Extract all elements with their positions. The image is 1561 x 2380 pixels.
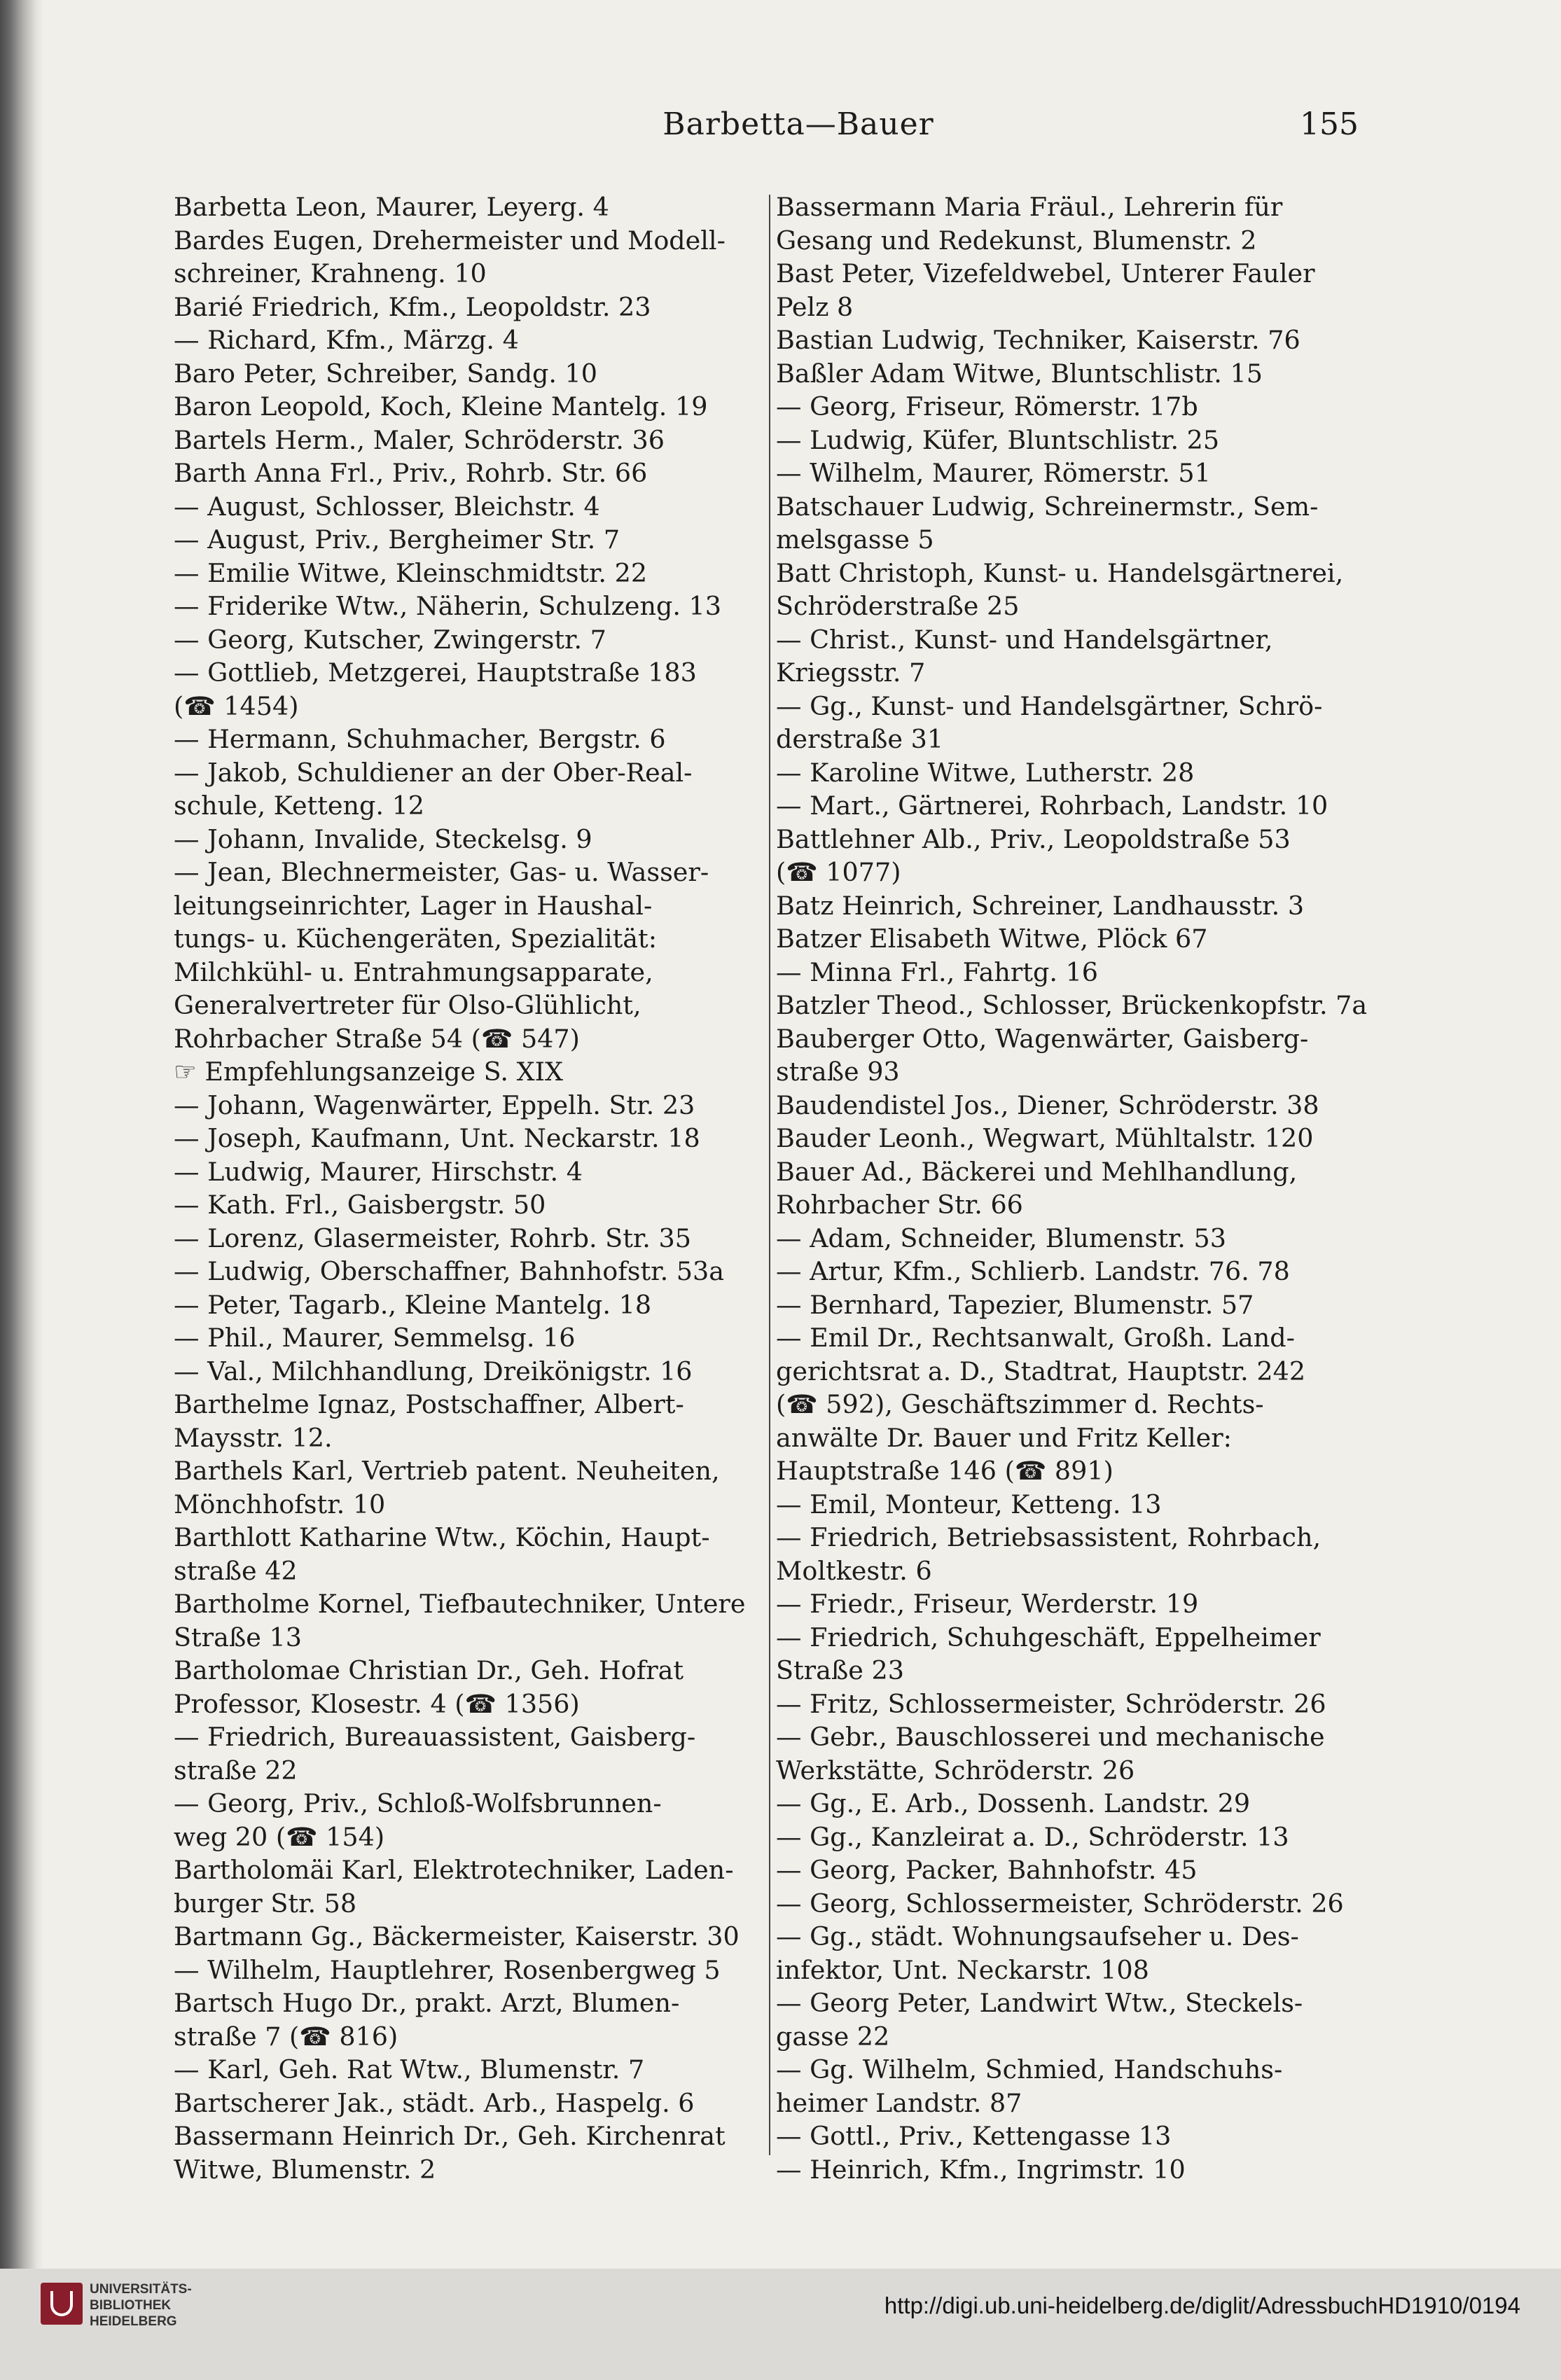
directory-entry-line: Batz Heinrich, Schreiner, Landhausstr. 3 [776,890,1305,921]
directory-entry-line: schreiner, Krahneng. 10 [174,258,487,288]
directory-entry-line: Straße 23 [776,1655,904,1685]
directory-entry-line: — Emil Dr., Rechtsanwalt, Großh. Land- [776,1323,1295,1353]
directory-entry-line: — Gg., Kanzleirat a. D., Schröderstr. 13 [776,1821,1289,1852]
column-divider [769,195,770,2155]
directory-entry-line: — Karoline Witwe, Lutherstr. 28 [776,757,1195,788]
directory-entry-line: anwälte Dr. Bauer und Fritz Keller: [776,1422,1232,1453]
directory-entry-line: Barthelme Ignaz, Postschaffner, Albert- [174,1389,684,1419]
directory-entry-line: — Hermann, Schuhmacher, Bergstr. 6 [174,724,666,754]
directory-entry-line: Barthlott Katharine Wtw., Köchin, Haupt- [174,1522,710,1552]
directory-entry-line: gasse 22 [776,2021,890,2052]
directory-entry-line: — Friderike Wtw., Näherin, Schulzeng. 13 [174,591,721,621]
directory-entry-line: — Karl, Geh. Rat Wtw., Blumenstr. 7 [174,2054,645,2085]
directory-entry-line: Witwe, Blumenstr. 2 [174,2154,436,2185]
directory-entry-line: Baßler Adam Witwe, Bluntschlistr. 15 [776,358,1263,389]
directory-entry-line: — Peter, Tagarb., Kleine Mantelg. 18 [174,1289,652,1320]
directory-entry-line: Barth Anna Frl., Priv., Rohrb. Str. 66 [174,458,648,488]
directory-entry-line: — Wilhelm, Hauptlehrer, Rosenbergweg 5 [174,1954,721,1985]
directory-entry-line: — Georg, Packer, Bahnhofstr. 45 [776,1855,1198,1885]
directory-entry-line: — Fritz, Schlossermeister, Schröderstr. 26 [776,1688,1326,1719]
directory-entry-line: — Gg. Wilhelm, Schmied, Handschuhs- [776,2054,1283,2085]
library-name-line: HEIDELBERG [90,2314,177,2329]
footer-band [0,2269,1561,2380]
directory-entry-line: — Joseph, Kaufmann, Unt. Neckarstr. 18 [174,1123,700,1153]
directory-entry-line: gerichtsrat a. D., Stadtrat, Hauptstr. 242 [776,1356,1306,1386]
directory-entry-line: Milchkühl- u. Entrahmungsapparate, [174,956,653,987]
directory-entry-line: — Wilhelm, Maurer, Römerstr. 51 [776,458,1211,488]
directory-entry-line: Bauer Ad., Bäckerei und Mehlhandlung, [776,1156,1298,1187]
directory-entry-line: Rohrbacher Str. 66 [776,1190,1023,1220]
directory-entry-line: — Mart., Gärtnerei, Rohrbach, Landstr. 10 [776,791,1328,821]
directory-entry-line: — Minna Frl., Fahrtg. 16 [776,956,1099,987]
directory-entry-line: Rohrbacher Straße 54 (☎ 547) [174,1023,580,1054]
directory-entry-line: Bassermann Heinrich Dr., Geh. Kirchenrat [174,2121,726,2151]
directory-entry-line: Bast Peter, Vizefeldwebel, Unterer Fauler [776,258,1315,288]
library-name-line: BIBLIOTHEK [90,2298,172,2313]
directory-entry-line: Battlehner Alb., Priv., Leopoldstraße 53 [776,823,1291,854]
directory-entry-line: — Friedrich, Bureauassistent, Gaisberg- [174,1722,696,1752]
directory-entry-line: — Richard, Kfm., Märzg. 4 [174,325,519,355]
directory-entry-line: straße 7 (☎ 816) [174,2021,398,2052]
library-name-line: UNIVERSITÄTS- [90,2282,192,2297]
directory-entry-line: — Gg., E. Arb., Dossenh. Landstr. 29 [776,1788,1251,1818]
directory-entry-line: — Georg Peter, Landwirt Wtw., Steckels- [776,1988,1303,2018]
directory-entry-line: — Ludwig, Maurer, Hirschstr. 4 [174,1156,583,1187]
directory-entry-line: Kriegsstr. 7 [776,657,926,688]
directory-entry-line: — Val., Milchhandlung, Dreikönigstr. 16 [174,1356,693,1386]
directory-entry-line: leitungseinrichter, Lager in Haushal- [174,890,653,921]
directory-entry-line: Bartholomae Christian Dr., Geh. Hofrat [174,1655,684,1685]
directory-entry-line: Bartmann Gg., Bäckermeister, Kaiserstr. 30 [174,1921,740,1951]
directory-entry-line: — Emil, Monteur, Ketteng. 13 [776,1489,1162,1519]
directory-entry-line: Straße 13 [174,1622,302,1652]
directory-entry-line: Batschauer Ludwig, Schreinermstr., Sem- [776,491,1319,522]
directory-entry-line: — Bernhard, Tapezier, Blumenstr. 57 [776,1289,1254,1320]
directory-entry-line: Bauder Leonh., Wegwart, Mühltalstr. 120 [776,1123,1314,1153]
directory-entry-line: Bartels Herm., Maler, Schröderstr. 36 [174,424,665,455]
directory-entry-line: (☎ 592), Geschäftszimmer d. Rechts- [776,1389,1264,1419]
directory-entry-line: — Friedrich, Betriebsassistent, Rohrbach, [776,1522,1321,1552]
directory-entry-line: — Heinrich, Kfm., Ingrimstr. 10 [776,2154,1186,2185]
directory-entry-line: burger Str. 58 [174,1888,357,1919]
directory-entry-line: Baudendistel Jos., Diener, Schröderstr. 38 [776,1090,1319,1120]
directory-entry-line: Maysstr. 12. [174,1422,333,1453]
directory-entry-line: — Johann, Wagenwärter, Eppelh. Str. 23 [174,1090,695,1120]
directory-entry-line: — August, Schlosser, Bleichstr. 4 [174,491,600,522]
directory-entry-line: — Emilie Witwe, Kleinschmidtstr. 22 [174,557,648,588]
page-number: 155 [1300,106,1359,142]
directory-entry-line: Bassermann Maria Fräul., Lehrerin für [776,192,1283,222]
directory-entry-line: schule, Ketteng. 12 [174,791,425,821]
directory-entry-line: Bartsch Hugo Dr., prakt. Arzt, Blumen- [174,1988,680,2018]
running-header: Barbetta—Bauer [662,106,934,142]
directory-entry-line: — Friedr., Friseur, Werderstr. 19 [776,1589,1199,1619]
directory-entry-line: Bartholomäi Karl, Elektrotechniker, Laden- [174,1855,734,1885]
directory-entry-line: — Christ., Kunst- und Handelsgärtner, [776,624,1273,655]
left-column [174,190,763,2185]
directory-entry-line: weg 20 (☎ 154) [174,1821,385,1852]
directory-entry-line: melsgasse 5 [776,524,934,555]
directory-entry-line: Werkstätte, Schröderstr. 26 [776,1755,1135,1786]
directory-entry-line: — Ludwig, Küfer, Bluntschlistr. 25 [776,424,1220,455]
directory-entry-line: — Jean, Blechnermeister, Gas- u. Wasser- [174,857,709,887]
directory-entry-line: infektor, Unt. Neckarstr. 108 [776,1954,1149,1985]
directory-entry-line: Gesang und Redekunst, Blumenstr. 2 [776,225,1257,256]
directory-entry-line: — Gottl., Priv., Kettengasse 13 [776,2121,1172,2151]
directory-entry-line: — Lorenz, Glasermeister, Rohrb. Str. 35 [174,1223,691,1253]
directory-entry-line: Batzer Elisabeth Witwe, Plöck 67 [776,924,1208,954]
directory-entry-line: straße 42 [174,1555,298,1586]
directory-entry-line: Mönchhofstr. 10 [174,1489,386,1519]
directory-entry-line: Barbetta Leon, Maurer, Leyerg. 4 [174,192,609,222]
directory-entry-line: Batt Christoph, Kunst- u. Handelsgärtnerei, [776,557,1344,588]
directory-entry-line: — Johann, Invalide, Steckelsg. 9 [174,823,592,854]
directory-entry-line: Bartholme Kornel, Tiefbautechniker, Untere [174,1589,746,1619]
source-url-link[interactable]: http://digi.ub.uni-heidelberg.de/diglit/AdressbuchHD1910/0194 [884,2292,1520,2318]
directory-entry-line: — Gg., städt. Wohnungsaufseher u. Des- [776,1921,1299,1951]
directory-entry-line: Professor, Klosestr. 4 (☎ 1356) [174,1688,580,1719]
directory-entry-line: — Kath. Frl., Gaisbergstr. 50 [174,1190,546,1220]
directory-entry-line: Baro Peter, Schreiber, Sandg. 10 [174,358,597,389]
directory-entry-line: — Adam, Schneider, Blumenstr. 53 [776,1223,1226,1253]
directory-entry-line: Moltkestr. 6 [776,1555,932,1586]
directory-entry-line: Bastian Ludwig, Techniker, Kaiserstr. 76 [776,325,1300,355]
directory-entry-line: — Gebr., Bauschlosserei und mechanische [776,1722,1325,1752]
directory-entry-line: Bardes Eugen, Drehermeister und Modell- [174,225,726,256]
directory-entry-line: — Ludwig, Oberschaffner, Bahnhofstr. 53a [174,1256,724,1286]
directory-entry-line: — Georg, Schlossermeister, Schröderstr. 26 [776,1888,1344,1919]
directory-entry-line: — Friedrich, Schuhgeschäft, Eppelheimer [776,1622,1321,1652]
directory-entry-line: Baron Leopold, Koch, Kleine Mantelg. 19 [174,391,708,422]
library-name[interactable] [90,2281,192,2330]
directory-entry-line: Bartscherer Jak., städt. Arb., Haspelg. 6 [174,2087,695,2118]
directory-entry-line: — Georg, Priv., Schloß-Wolfsbrunnen- [174,1788,662,1818]
directory-entry-line: Generalvertreter für Olso-Glühlicht, [174,990,641,1020]
directory-entry-line: derstraße 31 [776,724,944,754]
directory-entry-line: — Gottlieb, Metzgerei, Hauptstraße 183 [174,657,697,688]
directory-entry-line: Batzler Theod., Schlosser, Brückenkopfstr. 7a [776,990,1368,1020]
right-column [776,190,1371,2185]
directory-entry-line: (☎ 1077) [776,857,901,887]
directory-entry-line: — Phil., Maurer, Semmelsg. 16 [174,1323,576,1353]
directory-entry-line: Hauptstraße 146 (☎ 891) [776,1456,1113,1486]
directory-entry-line: — August, Priv., Bergheimer Str. 7 [174,524,620,555]
directory-entry-line: Barthels Karl, Vertrieb patent. Neuheiten, [174,1456,720,1486]
directory-entry-line: straße 22 [174,1755,298,1786]
directory-entry-line: — Artur, Kfm., Schlierb. Landstr. 76. 78 [776,1256,1290,1286]
directory-entry-line: straße 93 [776,1057,900,1087]
directory-entry-line: Pelz 8 [776,291,854,322]
directory-entry-line: Bauberger Otto, Wagenwärter, Gaisberg- [776,1023,1309,1054]
directory-entry-line: Schröderstraße 25 [776,591,1020,621]
directory-entry-line: heimer Landstr. 87 [776,2087,1022,2118]
directory-entry-line: tungs- u. Küchengeräten, Spezialität: [174,924,657,954]
directory-entry-line: — Gg., Kunst- und Handelsgärtner, Schrö- [776,690,1323,721]
directory-entry-line: — Jakob, Schuldiener an der Ober-Real- [174,757,693,788]
directory-entry-line: — Georg, Friseur, Römerstr. 17b [776,391,1198,422]
directory-entry-line: — Georg, Kutscher, Zwingerstr. 7 [174,624,606,655]
library-logo-icon[interactable] [41,2283,83,2325]
directory-entry-line: ☞ Empfehlungsanzeige S. XIX [174,1057,563,1087]
directory-entry-line: Barié Friedrich, Kfm., Leopoldstr. 23 [174,291,651,322]
book-spine-shadow [0,0,43,2269]
directory-entry-line: (☎ 1454) [174,690,299,721]
